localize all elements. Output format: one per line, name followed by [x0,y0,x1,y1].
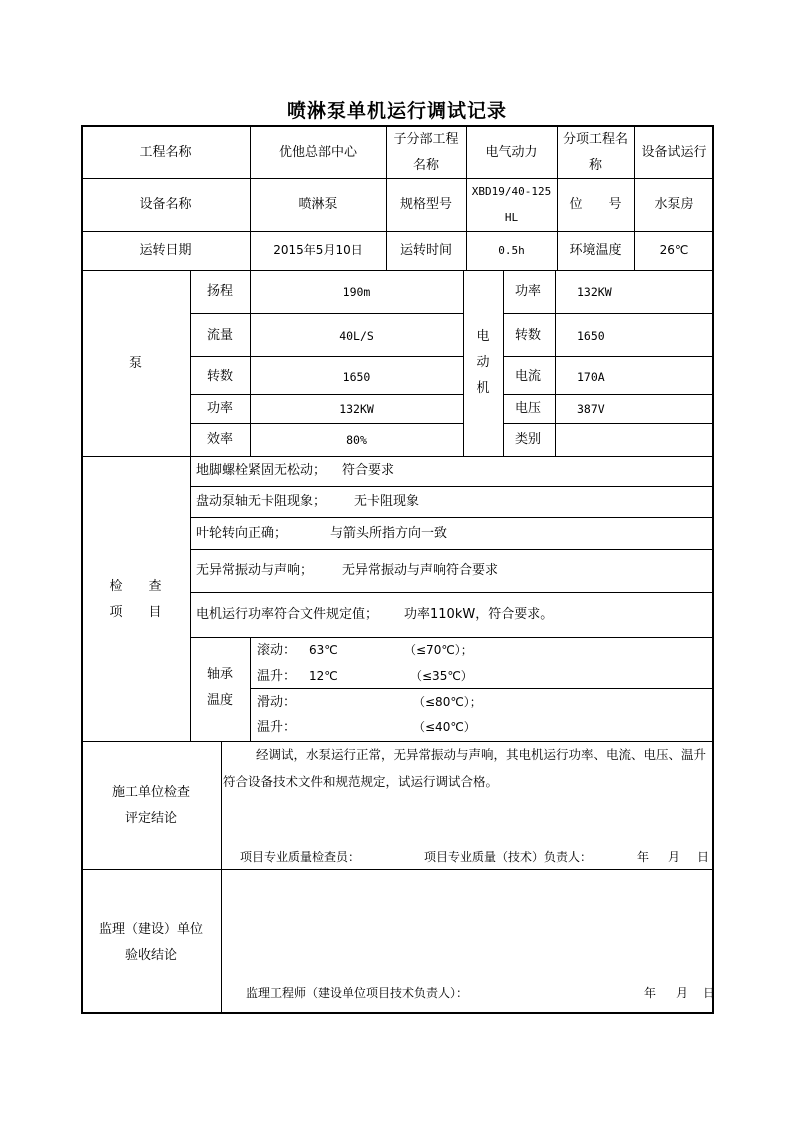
rule [190,549,714,550]
rule [81,178,714,179]
bearing-rise-value: 12℃ [309,669,338,683]
inspection-result: 符合要求 [342,463,395,478]
pump-speed-label: 转数 [207,369,234,384]
item-label-2: 称 [588,158,602,173]
pump-efficiency-label: 效率 [207,432,234,447]
rule [81,741,714,742]
pump-flow-value: 40L/S [339,329,374,343]
rule [81,869,714,870]
inspection-result: 与箭头所指方向一致 [330,526,448,541]
date-day: 日 [703,986,716,1000]
inspection-result: 无异常振动与声响符合要求 [342,563,499,578]
rule [81,456,714,457]
motor-voltage-label: 电压 [515,401,542,416]
pump-flow-label: 流量 [207,328,234,343]
inspection-item: 电机运行功率符合文件规定值； [196,607,379,622]
rule [250,637,251,741]
rule [190,592,714,593]
construction-conclusion-2: 符合设备技术文件和规范规定，试运行调试合格。 [223,774,499,789]
position-label: 位 号 [569,197,622,212]
motor-section-label: 动 [476,355,490,370]
supervisor-signature: 监理工程师（建设单位项目技术负责人）： [246,986,469,1000]
run-time-label: 运转时间 [399,243,452,258]
pump-efficiency-value: 80% [346,433,367,447]
inspection-result: 无卡阻现象 [354,494,420,509]
bearing-temp-label-2: 温度 [206,693,233,708]
pump-power-value: 132KW [339,402,374,416]
motor-section-label: 机 [476,381,490,396]
item-label: 分项工程名 [562,132,628,147]
motor-current-label: 电流 [515,369,542,384]
date-year: 年 [637,850,650,864]
rule [190,394,463,395]
bearing-rise-limit: （≤40℃） [413,720,476,734]
model-label: 规格型号 [399,197,452,212]
inspection-label-2: 项 目 [109,605,162,620]
inspection-item: 无异常振动与声响； [196,563,314,578]
subproject-label: 子分部工程 [393,132,459,147]
bearing-rolling-label: 滚动： [257,643,297,658]
rule [190,486,714,487]
inspection-item: 地脚螺栓紧固无松动； [196,463,327,478]
pump-power-label: 功率 [207,401,234,416]
motor-power-label: 功率 [515,284,542,299]
pump-head-value: 190m [342,285,371,299]
model-value-2: HL [504,211,519,224]
item-value: 设备试运行 [641,145,707,160]
date-month: 月 [668,850,681,864]
construction-conclusion: 经调试，水泵运行正常，无异常振动与声响，其电机运行功率、电流、电压、温升 [256,747,707,762]
motor-current-value: 170A [577,370,605,384]
bearing-rise-label: 温升： [257,720,297,735]
inspection-label: 检 查 [109,579,162,594]
motor-voltage-value: 387V [577,402,605,416]
env-temp-label: 环境温度 [569,243,622,258]
motor-speed-label: 转数 [515,328,542,343]
rule [503,423,714,424]
model-value: XBD19/40-125 [471,185,552,198]
inspection-item: 盘动泵轴无卡阻现象； [196,494,327,509]
pump-speed-value: 1650 [342,370,371,384]
supervision-label: 监理（建设）单位 [98,922,203,937]
rule [503,313,714,314]
env-temp-value: 26℃ [659,243,689,257]
motor-section-label: 电 [476,329,490,344]
run-date-label: 运转日期 [139,243,192,258]
bearing-rolling-value: 63℃ [309,643,338,657]
motor-speed-value: 1650 [577,329,605,343]
rule [221,741,222,1014]
subproject-label-2: 名称 [412,158,439,173]
rule [81,270,714,271]
bearing-rise-limit: （≤35℃） [410,669,473,683]
bearing-sliding-limit: （≤80℃）； [413,695,482,709]
quality-manager-signature: 项目专业质量（技术）负责人： [424,850,593,864]
rule [503,356,714,357]
bearing-sliding-label: 滑动： [257,695,297,710]
rule [190,356,463,357]
rule [555,270,556,456]
equipment-label: 设备名称 [139,197,192,212]
rule [190,423,463,424]
pump-head-label: 扬程 [207,284,234,299]
equipment-value: 喷淋泵 [298,197,338,212]
inspection-result: 功率110kW，符合要求。 [404,607,554,622]
inspection-item: 叶轮转向正确； [196,526,288,541]
rule [190,517,714,518]
project-name-label: 工程名称 [139,145,192,160]
run-date-value: 2015年5月10日 [273,243,363,257]
quality-inspector-signature: 项目专业质量检查员： [240,850,361,864]
project-name-value: 优他总部中心 [278,145,357,160]
construction-label-2: 评定结论 [124,811,177,826]
rule [503,270,504,456]
rule [503,394,714,395]
motor-type-label: 类别 [515,432,542,447]
pump-section-label: 泵 [128,356,142,371]
bearing-rise-label: 温升： [257,669,297,684]
rule [190,313,463,314]
rule [190,637,714,638]
date-day: 日 [697,850,710,864]
date-year: 年 [644,986,657,1000]
page-title: 喷淋泵单机运行调试记录 [286,100,507,122]
bearing-rolling-limit: （≤70℃）； [404,643,473,657]
bearing-temp-label: 轴承 [206,667,233,682]
run-time-value: 0.5h [498,244,525,257]
supervision-label-2: 验收结论 [124,948,177,963]
position-value: 水泵房 [654,197,694,212]
construction-label: 施工单位检查 [111,785,190,800]
date-month: 月 [676,986,689,1000]
motor-power-value: 132KW [577,285,612,299]
rule [81,231,714,232]
rule [251,688,714,689]
subproject-value: 电气动力 [485,145,538,160]
